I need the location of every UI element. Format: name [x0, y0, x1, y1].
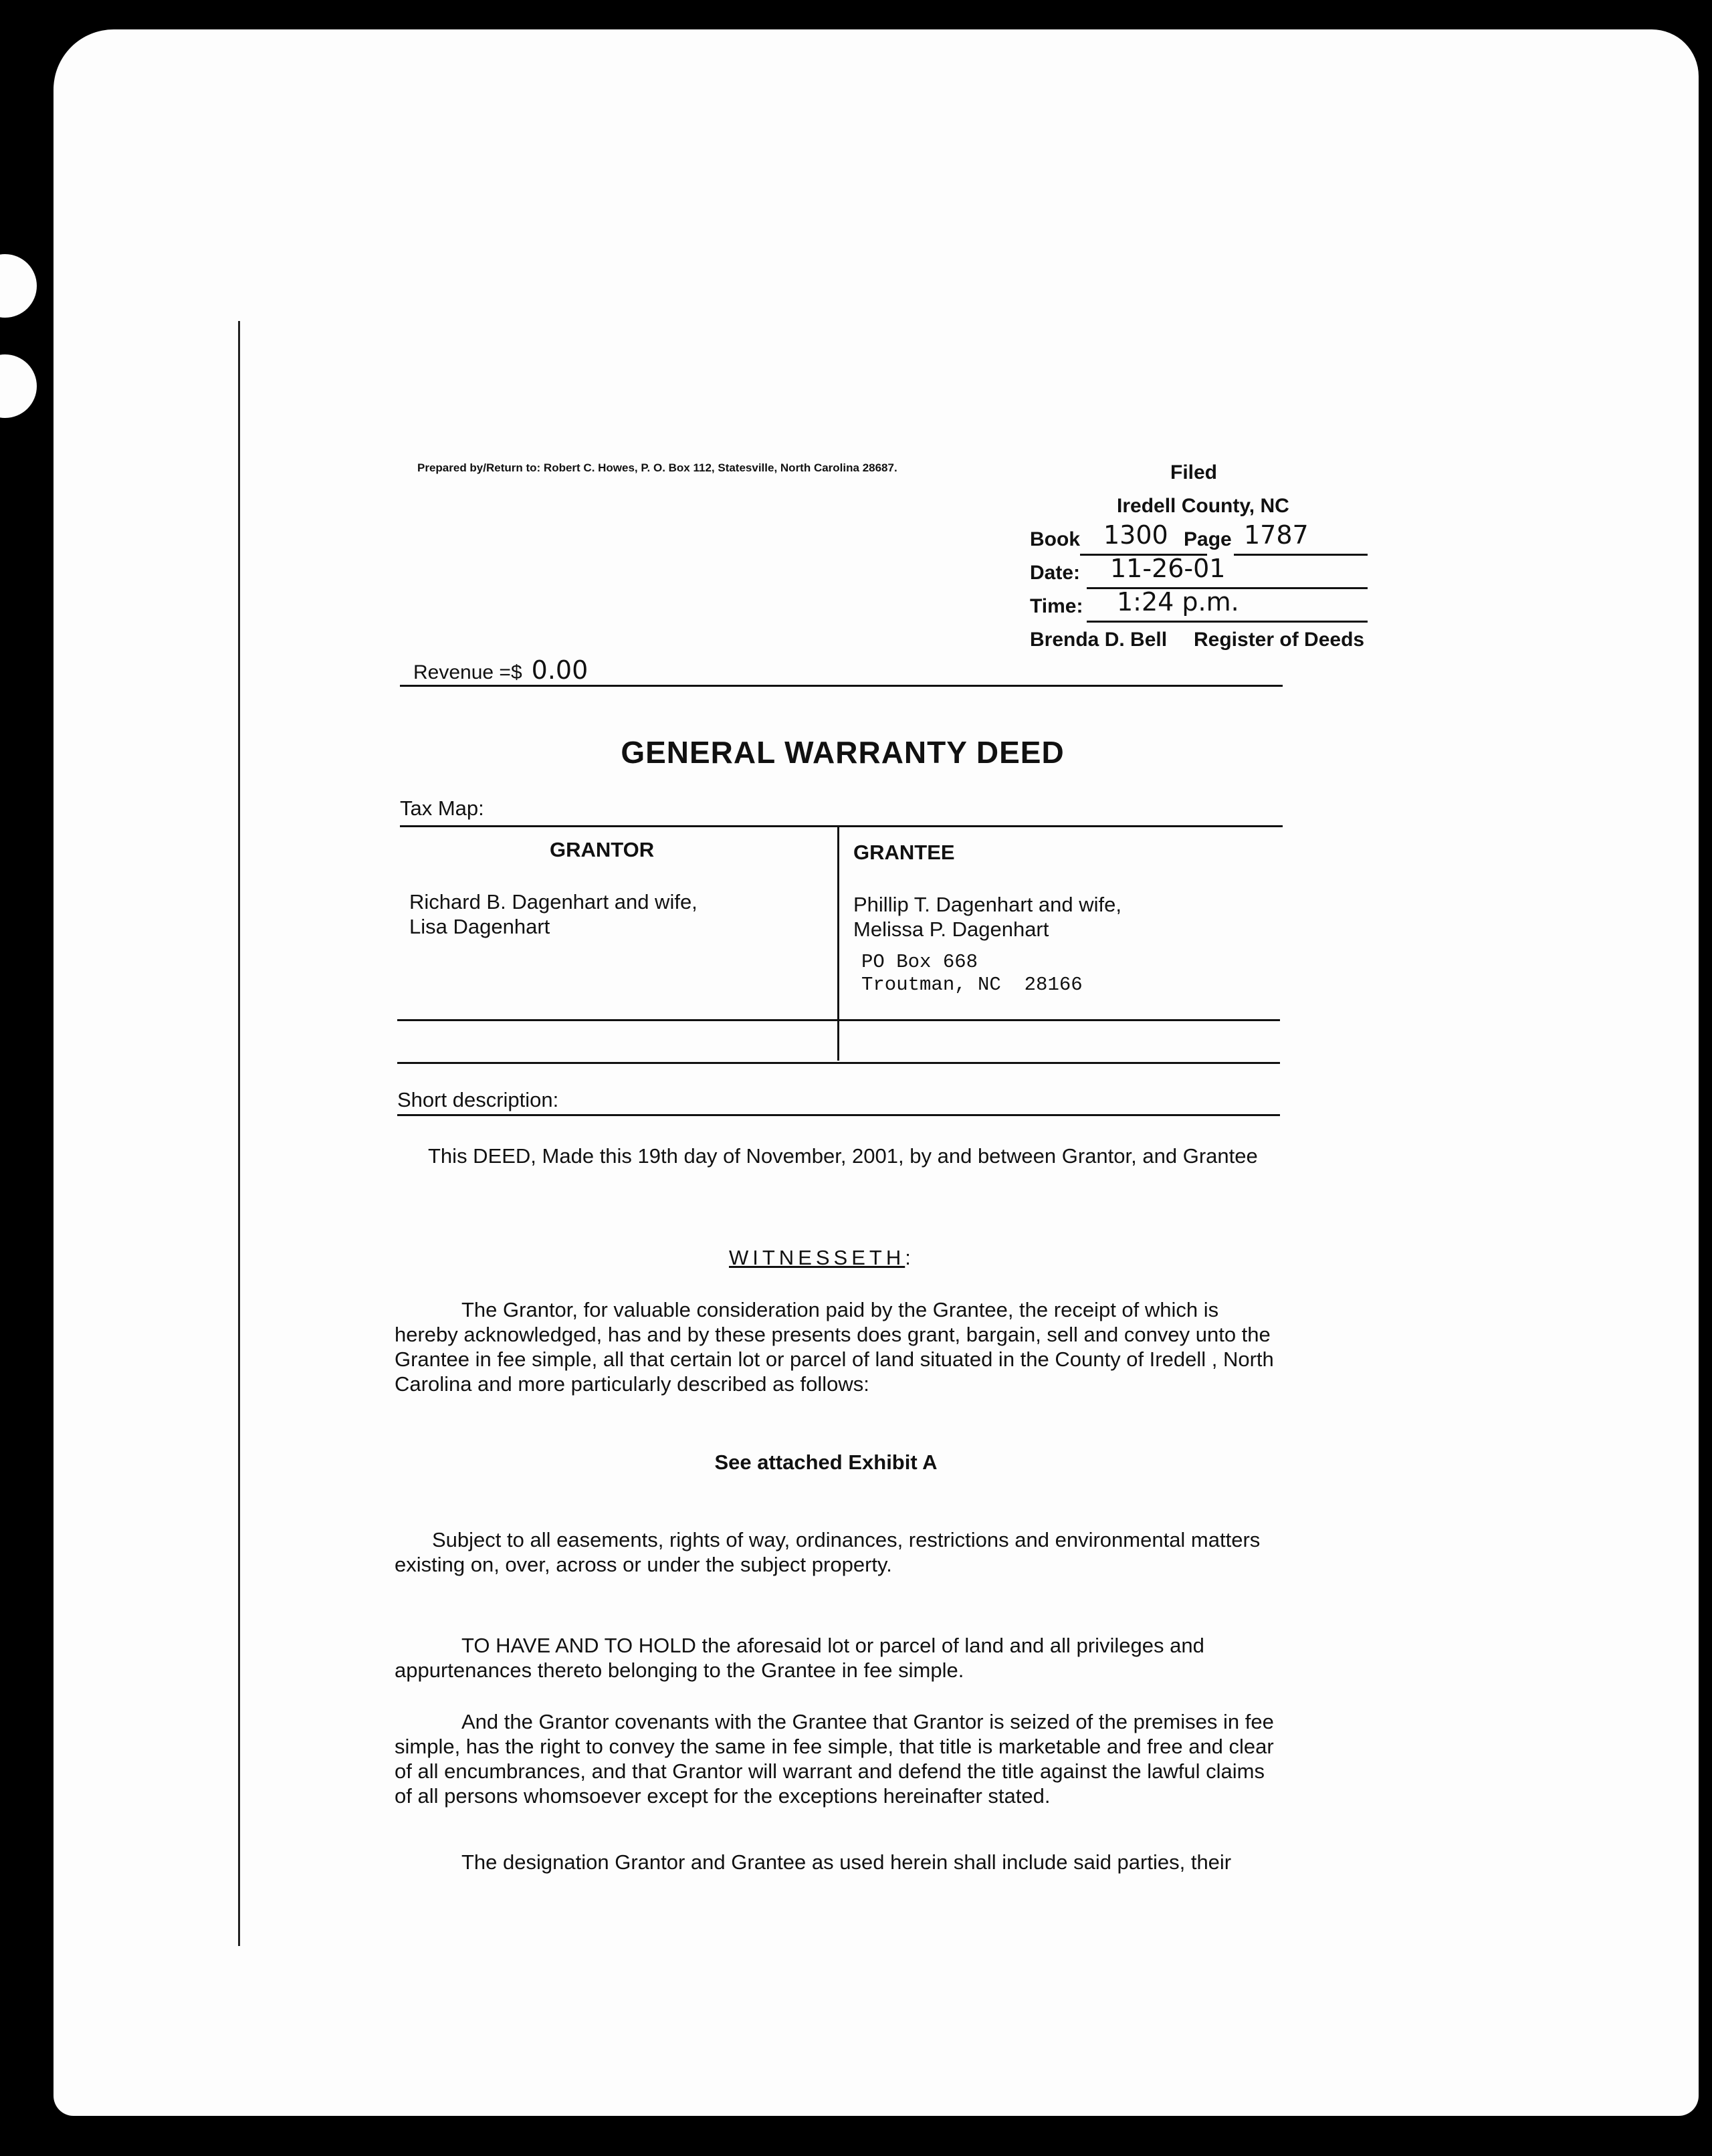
habendum-paragraph: TO HAVE AND TO HOLD the aforesaid lot or parcel of land and all privileges and appurtenances thereto belonging to the Grantee in fee simple. — [395, 1634, 1204, 1682]
page-label: Page — [1184, 528, 1232, 550]
grantee-header: GRANTEE — [853, 841, 955, 864]
tax-map-rule — [400, 825, 1283, 827]
date-value: 11-26-01 — [1110, 554, 1226, 583]
revenue-line — [413, 655, 588, 685]
time-label: Time: — [1030, 595, 1083, 617]
exhibit-reference: See attached Exhibit A — [714, 1450, 938, 1474]
revenue-rule — [400, 685, 1283, 687]
binder-mark — [0, 254, 37, 318]
deed-intro: This DEED, Made this 19th day of November, 2001, by and between Grantor, and Grantee — [428, 1144, 1258, 1168]
book-value: 1300 — [1103, 520, 1168, 550]
grantee-address-2: Troutman, NC 28166 — [861, 974, 1083, 996]
prepared-by-line: Prepared by/Return to: Robert C. Howes, P. O. Box 112, Statesville, North Carolina 28687. — [417, 461, 897, 474]
date-label: Date: — [1030, 562, 1081, 584]
cutoff-line: The designation Grantor and Grantee as used herein shall include said parties, their — [461, 1850, 1232, 1874]
grantee-line-1: Phillip T. Dagenhart and wife, — [853, 893, 1121, 916]
document-title: GENERAL WARRANTY DEED — [621, 735, 1065, 770]
time-value: 1:24 p.m. — [1117, 587, 1239, 617]
filed-label: Filed — [1170, 461, 1218, 483]
register-name: Brenda D. Bell — [1030, 629, 1168, 651]
page-value: 1787 — [1244, 520, 1309, 550]
grantor-header: GRANTOR — [550, 838, 655, 861]
binder-mark — [0, 354, 37, 418]
subject-paragraph: Subject to all easements, rights of way, ordinances, restrictions and environmental matters existing on, over, across or under the subject property. — [395, 1528, 1261, 1576]
short-description-rule — [397, 1114, 1280, 1116]
register-title: Register of Deeds — [1194, 629, 1365, 651]
table-rule-1 — [397, 1019, 1280, 1021]
revenue-value: 0.00 — [531, 655, 588, 685]
witnesseth-text: WITNESSETH — [729, 1246, 905, 1269]
revenue-label: Revenue =$ — [413, 661, 522, 683]
party-divider — [837, 825, 839, 1061]
grantee-address-1: PO Box 668 — [861, 951, 978, 973]
covenant-paragraph: And the Grantor covenants with the Grantee that Grantor is seized of the premises in fee simple, has the right to convey the same in fee simple, that title is marketable and free and clear of all encumbrances, and that Grantor will warrant and defend the title against the lawful claims of all persons whomsoever except for the exceptions hereinafter stated. — [395, 1710, 1274, 1808]
book-label: Book — [1030, 528, 1080, 550]
county-label: Iredell County, NC — [1117, 495, 1289, 517]
short-description-label: Short description: — [397, 1088, 559, 1111]
grant-paragraph: The Grantor, for valuable consideration paid by the Grantee, the receipt of which is hereby acknowledged, has and by these presents does grant, bargain, sell and convey unto the Grantee in fee simple, all that certain lot or parcel of land situated in the County of Iredell , North Carolina and more particularly described as follows: — [395, 1298, 1274, 1396]
grantor-line-2: Lisa Dagenhart — [409, 915, 550, 938]
witnesseth-heading — [729, 1245, 911, 1270]
witnesseth-colon: : — [905, 1246, 911, 1269]
grantee-line-2: Melissa P. Dagenhart — [853, 918, 1049, 941]
tax-map-label: Tax Map: — [400, 796, 484, 820]
grantor-line-1: Richard B. Dagenhart and wife, — [409, 890, 698, 913]
margin-rule — [238, 321, 240, 1946]
table-rule-2 — [397, 1062, 1280, 1064]
